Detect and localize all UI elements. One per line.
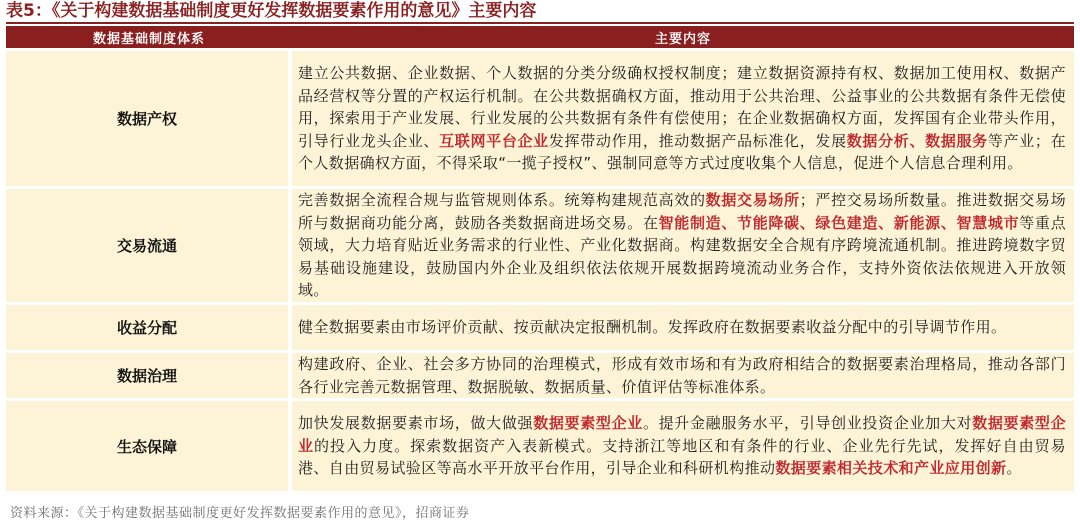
content-text: 构建政府、企业、社会多方协同的治理模式，形成有效市场和有为政府相结合的数据要素治理格局，推动各部门各行业完善元数据管理、数据脱敏、数据质量、价值评估等标准体系。 (298, 355, 1066, 396)
table-header-row (6, 26, 1074, 48)
content-cell (292, 305, 1074, 350)
content-text: 等产业；在个人数据确权方面，不得采取“一揽子授权”、强制同意等方式过度收集个人信息，促进个人信息合理利用。 (298, 131, 1066, 173)
content-cell (292, 51, 1074, 186)
highlighted-text: 数据要素型企业 (298, 414, 1066, 455)
highlighted-text: 数据要素相关技术和产业应用创新 (775, 459, 1007, 478)
table-row (6, 51, 1074, 186)
highlighted-text: 数据分析、数据服务 (846, 131, 988, 150)
content-text: 。 (1006, 459, 1022, 478)
system-cell: 数据产权 (6, 51, 292, 186)
table-row (6, 353, 1074, 398)
system-cell: 交易流通 (6, 189, 292, 302)
header-content: 主要内容 (292, 26, 1074, 48)
highlighted-text: 互联网平台企业 (439, 131, 549, 150)
content-cell (292, 353, 1074, 398)
highlighted-text: 数据交易场所 (705, 191, 800, 210)
title-divider (6, 22, 1074, 24)
system-cell: 生态保障 (6, 401, 292, 491)
content-text: 的投入力度。探索数据资产入表新模式。支持浙江等地区和有条件的行业、企业先行先试，发挥好自由贸易港、自由贸易试验区等高水平开放平台作用，引导企业和科研机构推动 (298, 436, 1066, 478)
highlighted-text: 数据要素型企业 (533, 414, 643, 433)
system-cell: 收益分配 (6, 305, 292, 350)
table-row (6, 401, 1074, 491)
content-text: ；严控交易场所数量。推进数据交易场所与数据商功能分离，鼓励各类数据商进场交易。在 (298, 191, 1066, 232)
content-text: 完善数据全流程合规与监管规则体系。统筹构建规范高效的 (298, 191, 706, 210)
content-text: 发挥带动作用，推动数据产品标准化，发展 (548, 131, 847, 150)
policy-content-table (6, 26, 1074, 491)
content-cell (292, 401, 1074, 491)
system-cell: 数据治理 (6, 353, 292, 398)
source-note: 资料来源：《关于构建数据基础制度更好发挥数据要素作用的意见》，招商证券 (10, 506, 470, 521)
content-cell (292, 189, 1074, 302)
header-system: 数据基础制度体系 (6, 26, 292, 48)
content-text: 健全数据要素由市场评价贡献、按贡献决定报酬机制。发挥政府在数据要素收益分配中的引导调节作用。 (298, 318, 1007, 337)
content-text: 等重点领域，大力培育贴近业务需求的行业性、产业化数据商。构建数据安全合规有序跨境流通机制。推进跨境数字贸易基础设施建设，鼓励国内外企业及组织依法依规开展数据跨境流动业务合作，支持外资依法依规进入开放领域。 (298, 213, 1067, 300)
content-text: 建立公共数据、企业数据、个人数据的分类分级确权授权制度；建立数据资源持有权、数据加工使用权、数据产品经营权等分置的产权运行机制。在公共数据确权方面，推动用于公共治理、公益事业的公共数据有条件无偿使用，探索用于产业发展、行业发展的公共数据有条件有偿使用；在企业数据确权方面，发挥国有企业带头作用，引导行业龙头企业、 (298, 64, 1066, 150)
table-row (6, 189, 1074, 302)
table-row (6, 305, 1074, 350)
content-text: 。提升金融服务水平，引导创业投资企业加大对 (642, 414, 973, 433)
table-title: 表5：《关于构建数据基础制度更好发挥数据要素作用的意见》主要内容 (6, 1, 537, 21)
content-text: 加快发展数据要素市场，做大做强 (298, 414, 534, 433)
highlighted-text: 智能制造、节能降碳、绿色建造、新能源、智慧城市 (658, 213, 1020, 232)
